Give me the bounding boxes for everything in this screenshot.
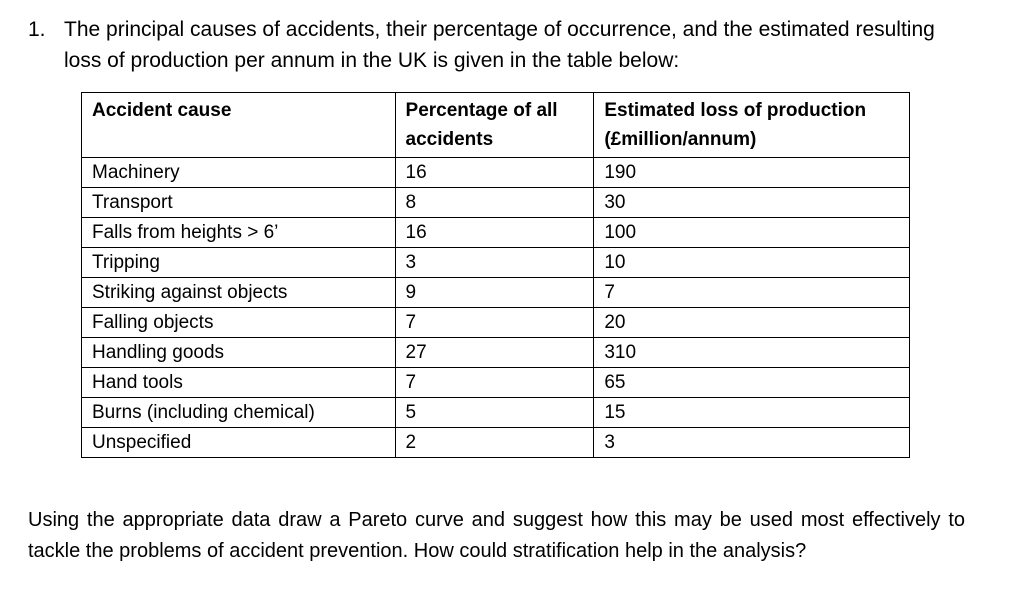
table-row — [82, 188, 910, 218]
follow-up-question: Using the appropriate data draw a Pareto curve and suggest how this may be used most effectively to tackle the problems of accident prevention. How could stratification help in the analysis? — [28, 509, 965, 562]
table-row — [82, 218, 910, 248]
cell-percentage: 16 — [395, 218, 594, 248]
cell-percentage: 7 — [395, 308, 594, 338]
accident-table — [81, 92, 910, 458]
question-text — [28, 14, 988, 76]
table-row — [82, 428, 910, 458]
cell-cause: Striking against objects — [82, 278, 396, 308]
header-percentage: Percentage of all accidents — [395, 93, 594, 158]
question-line-1 — [28, 14, 988, 45]
table-row — [82, 308, 910, 338]
table-row — [82, 158, 910, 188]
table-row — [82, 368, 910, 398]
cell-loss: 10 — [594, 248, 910, 278]
cell-loss: 100 — [594, 218, 910, 248]
table-header-row — [82, 93, 910, 158]
cell-percentage: 5 — [395, 398, 594, 428]
table-row — [82, 398, 910, 428]
cell-loss: 20 — [594, 308, 910, 338]
question-intro-line-2: loss of production per annum in the UK is given in the table below: — [64, 49, 680, 72]
cell-loss: 310 — [594, 338, 910, 368]
cell-percentage: 9 — [395, 278, 594, 308]
header-accident-cause: Accident cause — [82, 93, 396, 158]
header-loss: Estimated loss of production (£million/annum) — [594, 93, 910, 158]
cell-percentage: 27 — [395, 338, 594, 368]
cell-cause: Falling objects — [82, 308, 396, 338]
cell-cause: Unspecified — [82, 428, 396, 458]
cell-loss: 30 — [594, 188, 910, 218]
cell-loss: 15 — [594, 398, 910, 428]
question-intro-line-1: The principal causes of accidents, their percentage of occurrence, and the estimated resulting — [64, 18, 935, 41]
cell-loss: 65 — [594, 368, 910, 398]
cell-percentage: 2 — [395, 428, 594, 458]
cell-cause: Falls from heights > 6’ — [82, 218, 396, 248]
cell-percentage: 7 — [395, 368, 594, 398]
cell-loss: 190 — [594, 158, 910, 188]
cell-cause: Handling goods — [82, 338, 396, 368]
table-row — [82, 248, 910, 278]
cell-cause: Transport — [82, 188, 396, 218]
table-row — [82, 338, 910, 368]
cell-cause: Machinery — [82, 158, 396, 188]
cell-cause: Hand tools — [82, 368, 396, 398]
cell-loss: 7 — [594, 278, 910, 308]
question-number: 1. — [28, 18, 46, 41]
cell-cause: Burns (including chemical) — [82, 398, 396, 428]
cell-percentage: 8 — [395, 188, 594, 218]
cell-cause: Tripping — [82, 248, 396, 278]
cell-percentage: 16 — [395, 158, 594, 188]
cell-percentage: 3 — [395, 248, 594, 278]
cell-loss: 3 — [594, 428, 910, 458]
table-row — [82, 278, 910, 308]
